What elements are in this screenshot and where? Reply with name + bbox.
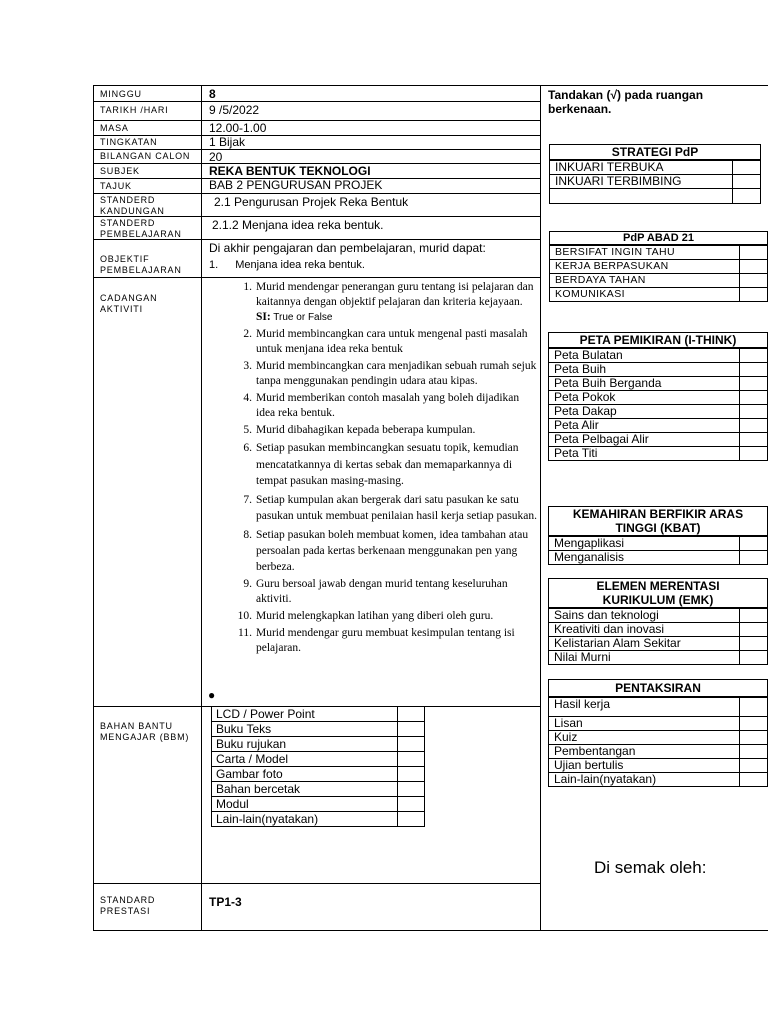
label-masa: MASA	[100, 123, 129, 133]
emk-checkbox[interactable]	[739, 623, 767, 636]
value-bilangan: 20	[209, 150, 223, 164]
objektif-intro: Di akhir pengajaran dan pembelajaran, murid dapat:	[209, 241, 486, 255]
label-standerd-kandungan: STANDERD KANDUNGAN	[100, 195, 165, 216]
ithink-checkbox[interactable]	[739, 447, 767, 460]
pentaksiran-box	[548, 679, 768, 787]
abad21-title: PdP ABAD 21	[550, 232, 767, 245]
ithink-checkbox[interactable]	[739, 433, 767, 446]
kbat-title: KEMAHIRAN BERFIKIR ARAS TINGGI (KBAT)	[549, 507, 767, 536]
bbm-row: Carta / Model	[212, 752, 425, 767]
pentaksiran-checkbox[interactable]	[739, 745, 767, 758]
label-bilangan: BILANGAN CALON	[100, 151, 191, 161]
activity-item: 7. Setiap kumpulan akan bergerak dari satu pasukan ke satu pasukan untuk membuat penilaian hasil kerja setiap pasukan.	[243, 493, 538, 522]
activity-item: 8. Setiap pasukan boleh membuat komen, idea tambahan atau persoalan pada kertas berkenaan menggunakan pen yang berbeza.	[243, 528, 529, 573]
label-bbm: BAHAN BANTU MENGAJAR (BBM)	[100, 721, 190, 742]
label-minggu: MINGGU	[100, 89, 142, 99]
activity-item: 10. Murid melengkapkan latihan yang diberi oleh guru.	[237, 609, 494, 622]
abad21-checkbox[interactable]	[739, 260, 767, 273]
ithink-checkbox[interactable]	[739, 349, 767, 362]
strategi-checkbox[interactable]	[732, 161, 760, 174]
activity-item: 3. Murid membincangkan cara menjadikan sebuah rumah sejuk tanpa menggunakan pendingin udara atau kipas.	[243, 360, 537, 387]
bbm-row: Bahan bercetak	[212, 782, 425, 797]
bbm-row: Gambar foto	[212, 767, 425, 782]
value-prestasi: TP1-3	[209, 895, 242, 909]
pentaksiran-checkbox[interactable]	[739, 731, 767, 744]
strategi-title: STRATEGI PdP	[550, 145, 760, 160]
bbm-row: Buku rujukan	[212, 737, 425, 752]
emk-box	[548, 578, 768, 665]
ithink-box	[548, 332, 768, 461]
ithink-row: Peta Bulatan	[549, 348, 767, 362]
value-standerd-kandungan: 2.1 Pengurusan Projek Reka Bentuk	[214, 195, 409, 209]
disemak-oleh: Di semak oleh:	[594, 858, 707, 877]
emk-checkbox[interactable]	[739, 609, 767, 622]
pentaksiran-row: Lisan	[549, 716, 767, 730]
ithink-checkbox[interactable]	[739, 391, 767, 404]
pentaksiran-row: Ujian bertulis	[549, 758, 767, 772]
ithink-row: Peta Pelbagai Alir	[549, 432, 767, 446]
ithink-row: Peta Alir	[549, 418, 767, 432]
label-tajuk: TAJUK	[100, 181, 132, 191]
activity-item: 5. Murid dibahagikan kepada beberapa kumpulan.	[243, 424, 476, 436]
emk-row: Kelistarian Alam Sekitar	[549, 636, 767, 650]
activity-item: 11. Murid mendengar guru membuat kesimpulan tentang isi pelajaran.	[238, 626, 515, 654]
kbat-row: Mengaplikasi	[549, 536, 767, 550]
ithink-checkbox[interactable]	[739, 419, 767, 432]
value-masa: 12.00-1.00	[209, 121, 267, 135]
column-divider-left	[201, 85, 202, 931]
activity-item: 6. Setiap pasukan membincangkan sesuatu topik, kemudian mencatatkannya di kertas sebak dan memaparkannya di tempat pasukan masing-masing.	[243, 442, 519, 487]
abad21-box	[549, 231, 768, 302]
ithink-row: Peta Buih	[549, 362, 767, 376]
bbm-checkbox[interactable]	[398, 797, 425, 812]
ithink-checkbox[interactable]	[739, 363, 767, 376]
ithink-row: Peta Buih Berganda	[549, 376, 767, 390]
value-subjek: REKA BENTUK TEKNOLOGI	[209, 164, 371, 178]
pentaksiran-checkbox[interactable]	[739, 717, 767, 730]
abad21-checkbox[interactable]	[739, 274, 767, 287]
bbm-checkbox[interactable]	[398, 707, 425, 722]
value-tingkatan: 1 Bijak	[209, 135, 246, 149]
label-cadangan-aktiviti: CADANGAN AKTIVITI	[100, 293, 158, 314]
bbm-row: Modul	[212, 797, 425, 812]
pentaksiran-row: Kuiz	[549, 730, 767, 744]
bbm-checkbox[interactable]	[398, 767, 425, 782]
emk-title: ELEMEN MERENTASI KURIKULUM (EMK)	[549, 579, 767, 608]
value-tarikh: 9 /5/2022	[209, 103, 260, 117]
label-standard-prestasi: STANDARD PRESTASI	[100, 895, 156, 916]
bbm-checkbox[interactable]	[398, 737, 425, 752]
bbm-row: Buku Teks	[212, 722, 425, 737]
label-standerd-pembelajaran: STANDERD PEMBELAJARAN	[100, 218, 182, 239]
emk-row: Kreativiti dan inovasi	[549, 622, 767, 636]
abad21-checkbox[interactable]	[739, 246, 767, 259]
label-objektif: OBJEKTIF PEMBELAJARAN	[100, 254, 182, 275]
ithink-checkbox[interactable]	[739, 405, 767, 418]
activity-item: 2. Murid membincangkan cara untuk mengenal pasti masalah untuk menjana idea reka bentuk	[243, 328, 528, 355]
label-tingkatan: TINGKATAN	[100, 137, 158, 147]
strategi-row: INKUARI TERBIMBING	[550, 174, 760, 188]
strategi-checkbox[interactable]	[732, 175, 760, 188]
pentaksiran-checkbox[interactable]	[739, 698, 767, 716]
strategi-row	[550, 188, 760, 203]
bbm-checklist	[211, 706, 425, 827]
ithink-row: Peta Dakap	[549, 404, 767, 418]
kbat-checkbox[interactable]	[739, 537, 767, 550]
value-minggu: 8	[209, 87, 216, 101]
activity-item: 1. Murid mendengar penerangan guru tentang isi pelajaran dan kaitannya dengan objektif pelajaran dan kriteria kejayaan. SI: True or False	[243, 281, 534, 323]
abad21-row: KOMUNIKASI	[550, 287, 767, 301]
bbm-checkbox[interactable]	[398, 722, 425, 737]
abad21-row: BERSIFAT INGIN TAHU	[550, 245, 767, 259]
bbm-checkbox[interactable]	[398, 812, 425, 827]
activity-item: 9. Guru bersoal jawab dengan murid tentang keseluruhan aktiviti.	[243, 577, 508, 605]
ithink-row: Peta Pokok	[549, 390, 767, 404]
emk-row: Nilai Murni	[549, 650, 767, 664]
pentaksiran-checkbox[interactable]	[739, 759, 767, 772]
bbm-checkbox[interactable]	[398, 752, 425, 767]
value-tajuk: BAB 2 PENGURUSAN PROJEK	[209, 178, 383, 192]
pentaksiran-row: Lain-lain(nyatakan)	[549, 772, 767, 786]
kbat-row: Menganalisis	[549, 550, 767, 564]
objektif-item: 1. Menjana idea reka bentuk.	[209, 259, 365, 271]
strategi-box	[549, 144, 761, 204]
bbm-checkbox[interactable]	[398, 782, 425, 797]
pentaksiran-row: Hasil kerja	[549, 697, 767, 716]
emk-row: Sains dan teknologi	[549, 608, 767, 622]
strategi-row: INKUARI TERBUKA	[550, 160, 760, 174]
column-divider-right	[540, 85, 541, 931]
emk-checkbox[interactable]	[739, 637, 767, 650]
empty-bullet: ●	[208, 688, 216, 702]
kbat-box	[548, 506, 768, 565]
strategi-checkbox[interactable]	[732, 189, 760, 203]
emk-checkbox[interactable]	[739, 651, 767, 664]
pentaksiran-row: Pembentangan	[549, 744, 767, 758]
activity-item: 4. Murid memberikan contoh masalah yang boleh dijadikan idea reka bentuk.	[243, 392, 520, 419]
abad21-row: BERDAYA TAHAN	[550, 273, 767, 287]
ithink-title: PETA PEMIKIRAN (I-THINK)	[549, 333, 767, 348]
activity-list	[204, 280, 538, 658]
kbat-checkbox[interactable]	[739, 551, 767, 564]
pentaksiran-title: PENTAKSIRAN	[549, 680, 767, 697]
bbm-row: Lain-lain(nyatakan)	[212, 812, 425, 827]
bbm-row: LCD / Power Point	[212, 707, 425, 722]
ithink-row: Peta Titi	[549, 446, 767, 460]
pentaksiran-checkbox[interactable]	[739, 773, 767, 786]
abad21-checkbox[interactable]	[739, 288, 767, 301]
abad21-row: KERJA BERPASUKAN	[550, 259, 767, 273]
label-subjek: SUBJEK	[100, 166, 140, 176]
label-tarikh: TARIKH /HARI	[100, 105, 169, 115]
value-standerd-pembelajaran: 2.1.2 Menjana idea reka bentuk.	[212, 218, 384, 232]
instruction-text: Tandakan (√) pada ruangan berkenaan.	[548, 88, 704, 116]
ithink-checkbox[interactable]	[739, 377, 767, 390]
